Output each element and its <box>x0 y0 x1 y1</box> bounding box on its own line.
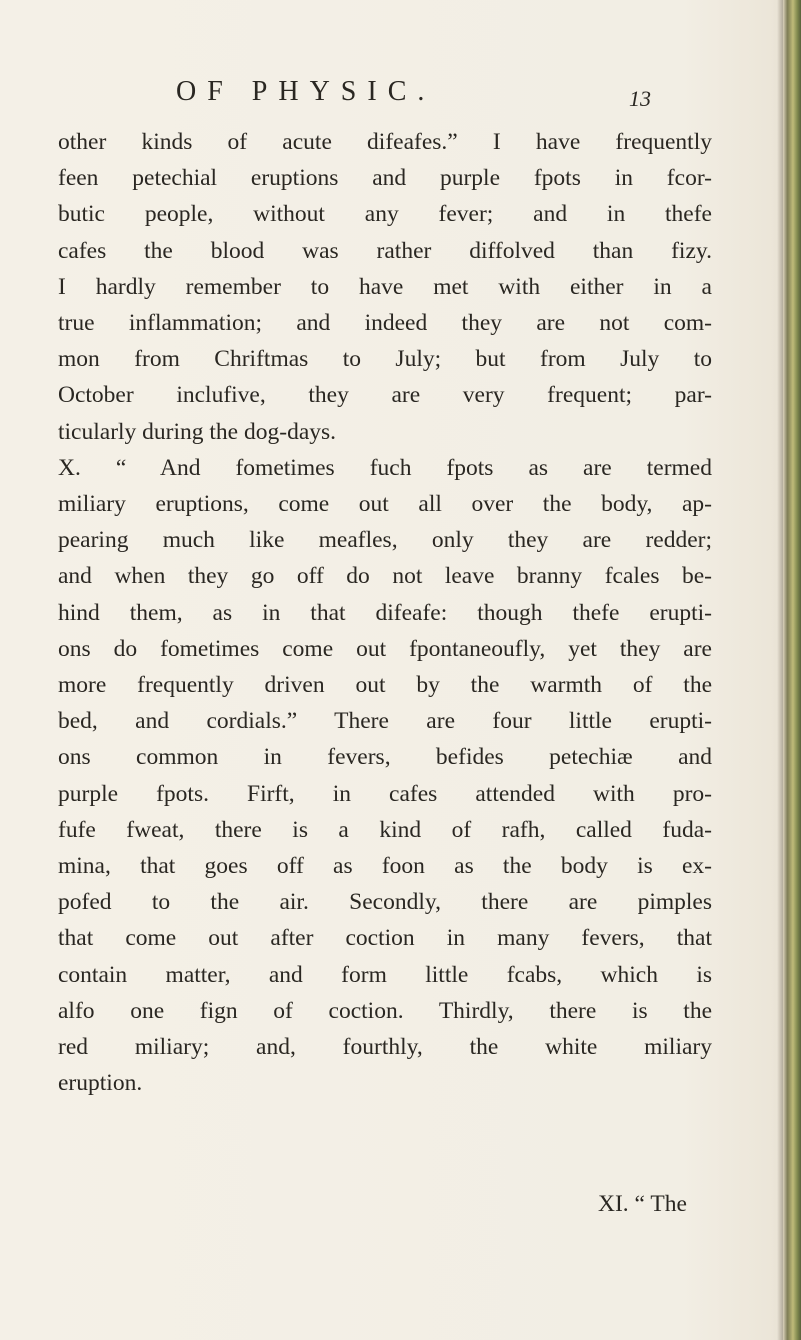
text-line: pearing much like meafles, only they are redder; <box>58 527 712 554</box>
text-line: feen petechial eruptions and purple fpots in fcor- <box>58 165 712 192</box>
text-line: and when they go off do not leave branny fcales be- <box>58 563 712 590</box>
text-line: contain matter, and form little fcabs, which is <box>58 961 712 988</box>
body-text <box>58 124 712 1101</box>
text-line: cafes the blood was rather diffolved than fizy. <box>58 237 712 264</box>
text-line: fufe fweat, there is a kind of rafh, called fuda- <box>58 816 712 843</box>
text-line: red miliary; and, fourthly, the white miliary <box>58 1034 712 1061</box>
text-line: more frequently driven out by the warmth of the <box>58 672 712 699</box>
text-line: other kinds of acute difeafes.” I have frequently <box>58 129 712 155</box>
text-line: that come out after coction in many fevers, that <box>58 925 712 952</box>
catchword: XI. “ The <box>598 1191 687 1217</box>
text-line: true inflammation; and indeed they are not com- <box>58 310 712 337</box>
text-line: eruption. <box>58 1070 143 1097</box>
text-line: ticularly during the dog-days. <box>58 418 337 445</box>
running-head: OF PHYSIC. <box>176 76 436 107</box>
text-line: miliary eruptions, come out all over the body, ap- <box>58 491 712 518</box>
text-line: bed, and cordials.” There are four little erupti- <box>58 708 712 735</box>
text-line: October inclufive, they are very frequent; par- <box>58 382 712 409</box>
text-line: pofed to the air. Secondly, there are pimples <box>58 889 712 916</box>
text-line: X. “ And fometimes fuch fpots as are termed <box>58 454 712 481</box>
text-line: ons do fometimes come out fpontaneoufly, yet they are <box>58 635 712 662</box>
page-header <box>0 74 801 114</box>
text-line: purple fpots. Firft, in cafes attended with pro- <box>58 780 712 807</box>
page-number: 13 <box>629 86 651 111</box>
page-edge <box>783 0 801 1340</box>
text-line: mina, that goes off as foon as the body is ex- <box>58 853 712 880</box>
text-line: ons common in fevers, befides petechiæ and <box>58 744 712 771</box>
text-line: butic people, without any fever; and in thefe <box>58 201 712 228</box>
text-line: mon from Chriftmas to July; but from July to <box>58 346 712 373</box>
text-line: alfo one fign of coction. Thirdly, there is the <box>58 997 712 1024</box>
text-line: I hardly remember to have met with either in a <box>58 273 712 300</box>
text-line: hind them, as in that difeafe: though thefe erupti- <box>58 599 712 626</box>
